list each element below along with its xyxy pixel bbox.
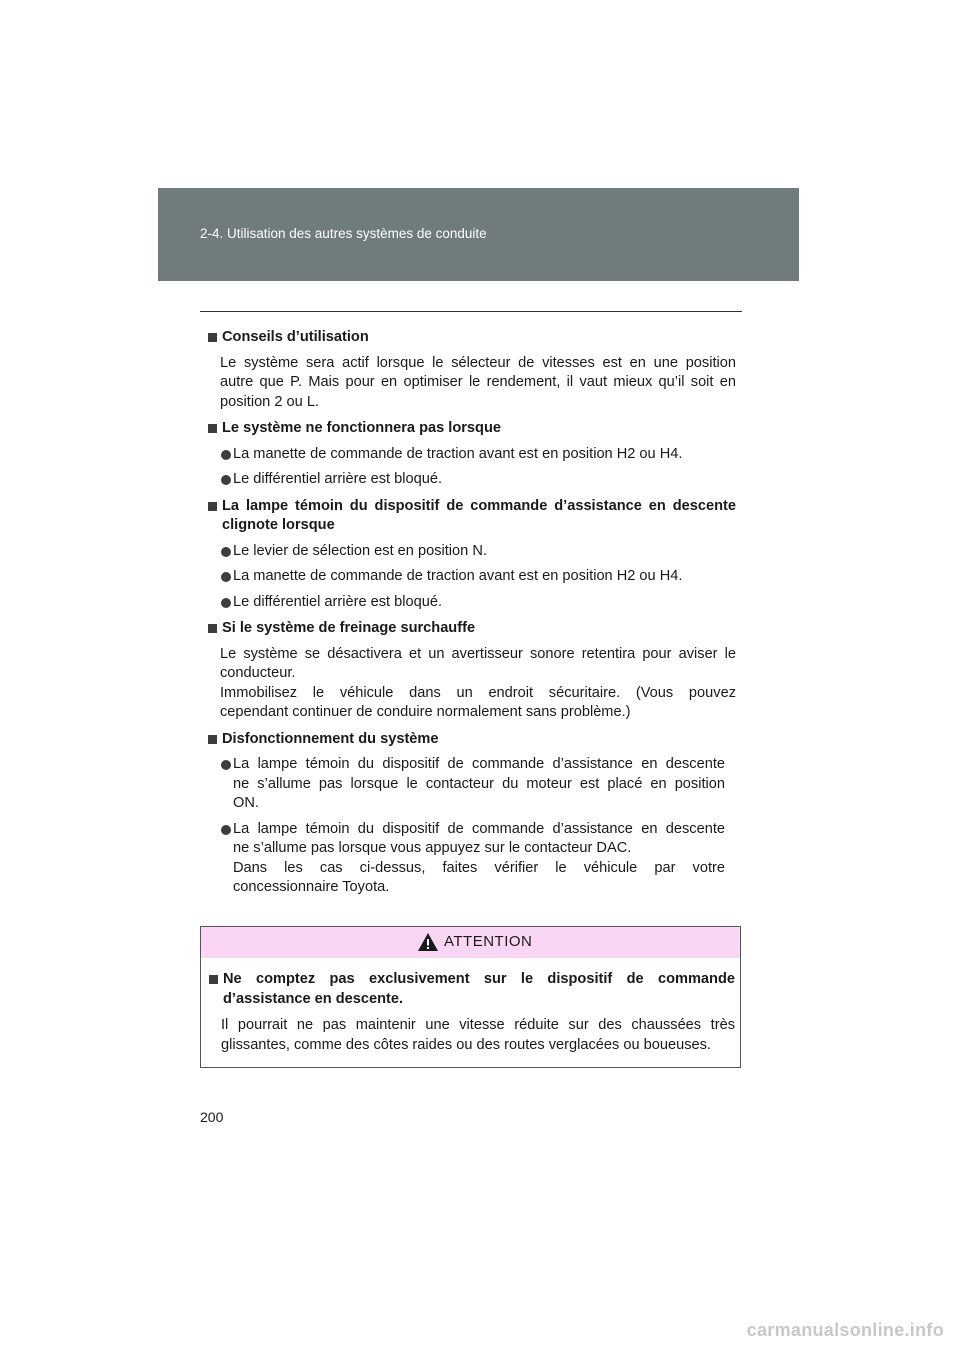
section-title: Le système ne fonctionnera pas lorsque [222,420,501,436]
list-item-text: ne s’allume pas lorsque le contacteur du moteur est placé en position [233,775,725,792]
section-malfunction [208,730,736,898]
section-title: clignote lorsque [222,517,335,533]
paragraph-line: position 2 ou L. [220,393,319,410]
watermark: carmanualsonline.info [746,1320,944,1340]
list-item-text: ne s’allume pas lorsque vous appuyez sur le contacteur DAC. [233,840,632,856]
list-item [208,820,736,898]
list-item-text: La lampe témoin du dispositif de commande d’assistance en descente [233,756,725,772]
chapter-title: 2-4. Utilisation des autres systèmes de conduite [200,226,487,241]
list-item [208,755,736,814]
list-item [208,445,736,465]
round-bullet-icon [221,760,231,770]
warning-title: d’assistance en descente. [223,990,404,1007]
paragraph-line: Immobilisez le véhicule dans un endroit sécuritaire. (Vous pouvez [220,684,736,701]
round-bullet-icon [221,547,231,557]
square-bullet-icon [208,502,217,511]
list-item-text: La manette de commande de traction avant est en position H2 ou H4. [233,445,683,462]
list-item-text: Dans les cas ci-dessus, faites vérifier le véhicule par votre [233,859,725,876]
section-title: Si le système de freinage surchauffe [222,620,476,636]
square-bullet-icon [208,424,217,433]
list-item-text: La lampe témoin du dispositif de commande d’assistance en descente [233,820,725,837]
warning-title: Ne comptez pas exclusivement sur le dispositif de commande [223,971,735,987]
list-item [208,470,736,490]
round-bullet-icon [221,598,231,608]
paragraph-line: cependant continuer de conduire normalement sans problème.) [220,704,631,720]
list-item-text: concessionnaire Toyota. [233,879,390,895]
square-bullet-icon [209,975,218,984]
list-item-text: ON. [233,795,259,811]
list-item-text: Le différentiel arrière est bloqué. [233,593,443,610]
round-bullet-icon [221,450,231,460]
square-bullet-icon [208,735,217,744]
paragraph-line: Il pourrait ne pas maintenir une vitesse réduite sur des chaussées très [221,1017,735,1033]
section-title: La lampe témoin du dispositif de commande d’assistance en descente [222,497,736,514]
section-paragraph [208,645,736,723]
section-title: Disfonctionnement du système [222,730,439,747]
round-bullet-icon [221,572,231,582]
section-not-operating [208,419,736,490]
round-bullet-icon [221,825,231,835]
warning-content [209,970,735,1055]
section-title: Conseils d’utilisation [222,329,369,345]
main-content [208,328,736,905]
paragraph-line: conducteur. [220,665,296,681]
list-item [208,593,736,613]
list-item [208,542,736,562]
list-item-text: Le différentiel arrière est bloqué. [233,471,443,487]
list-item-text: La manette de commande de traction avant est en position H2 ou H4. [233,568,683,584]
section-usage-tips [208,328,736,412]
round-bullet-icon [221,475,231,485]
paragraph-line: Le système se désactivera et un avertisseur sonore retentira pour aviser le [220,645,736,662]
list-item [208,567,736,587]
header-rule [200,311,742,312]
section-overheat [208,619,736,723]
paragraph-line: glissantes, comme des côtes raides ou des routes verglacées ou boueuses. [221,1036,711,1053]
page-number: 200 [200,1109,224,1125]
paragraph-line: Le système sera actif lorsque le sélecteur de vitesses est en une position [220,354,736,371]
chapter-header [158,188,799,281]
warning-label: ATTENTION [444,933,533,950]
list-item-text: Le levier de sélection est en position N. [233,542,487,559]
square-bullet-icon [208,333,217,342]
warning-paragraph [209,1016,735,1055]
section-paragraph [208,354,736,413]
warning-triangle-icon [417,932,439,952]
warning-box [200,926,741,1068]
paragraph-line: autre que P. Mais pour en optimiser le rendement, il vaut mieux qu’il soit en [220,374,736,390]
warning-header [201,927,740,958]
section-indicator-blinks [208,497,736,613]
square-bullet-icon [208,624,217,633]
